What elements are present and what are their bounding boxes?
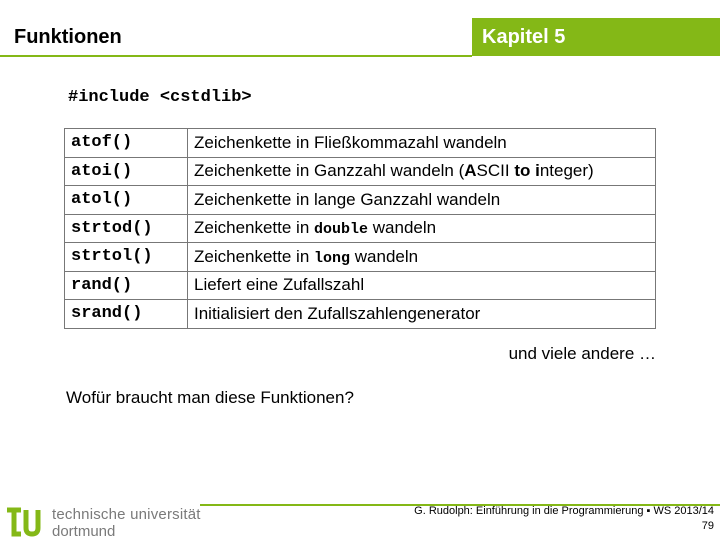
description-segment: SCII [476, 161, 515, 181]
function-name-cell: strtol() [65, 243, 188, 272]
function-name-cell: atof() [65, 129, 188, 158]
header-divider [0, 55, 472, 57]
function-description-cell [188, 186, 656, 215]
function-description-cell [188, 214, 656, 243]
logo-line-2: dortmund [52, 523, 116, 540]
description-segment: long [314, 249, 351, 267]
header-right-panel [472, 18, 720, 56]
logo-line-1: technische universität [52, 506, 201, 523]
chapter-title: Kapitel 5 [482, 26, 566, 48]
function-name-cell: srand() [65, 300, 188, 329]
function-description-cell [188, 243, 656, 272]
function-name-cell: strtod() [65, 214, 188, 243]
table-row [65, 157, 656, 186]
description-segment: wandeln [350, 246, 419, 266]
table-row [65, 186, 656, 215]
table-row [65, 300, 656, 329]
description-segment: Zeichenkette in [194, 218, 315, 238]
header-left-panel [0, 18, 472, 56]
page-number: 79 [701, 520, 714, 532]
description-segment: wandeln [368, 218, 437, 238]
description-segment: Zeichenkette in lange Ganzzahl wandeln [194, 189, 501, 209]
function-table [64, 128, 656, 329]
table-row [65, 271, 656, 300]
function-description-cell [188, 157, 656, 186]
function-description-cell [188, 271, 656, 300]
table-row [65, 129, 656, 158]
description-segment: Zeichenkette in [194, 246, 315, 266]
description-segment: Zeichenkette in Ganzzahl wandeln ( [194, 161, 465, 181]
header-bar [0, 18, 720, 56]
slide-section-title: Funktionen [14, 26, 122, 48]
function-description-cell [188, 300, 656, 329]
more-text: und viele andere … [508, 344, 656, 363]
description-segment: Liefert eine Zufallszahl [194, 275, 365, 295]
description-segment: Initialisiert den Zufallszahlengenerator [194, 303, 481, 323]
function-name-cell: atol() [65, 186, 188, 215]
include-directive: #include <cstdlib> [68, 88, 252, 107]
description-segment: nteger) [539, 161, 594, 181]
description-segment: Zeichenkette in Fließkommazahl wandeln [194, 132, 507, 152]
function-name-cell: atoi() [65, 157, 188, 186]
tu-logo-icon [4, 504, 48, 538]
function-description-cell [188, 129, 656, 158]
question-text: Wofür braucht man diese Funktionen? [66, 388, 354, 407]
description-segment: double [314, 221, 369, 239]
description-segment: to i [514, 161, 540, 181]
university-logo [4, 504, 204, 538]
table-row [65, 214, 656, 243]
description-segment: A [464, 161, 477, 181]
table-row [65, 243, 656, 272]
footer-credit: G. Rudolph: Einführung in die Programmierung ▪ WS 2013/14 [414, 505, 714, 517]
function-name-cell: rand() [65, 271, 188, 300]
